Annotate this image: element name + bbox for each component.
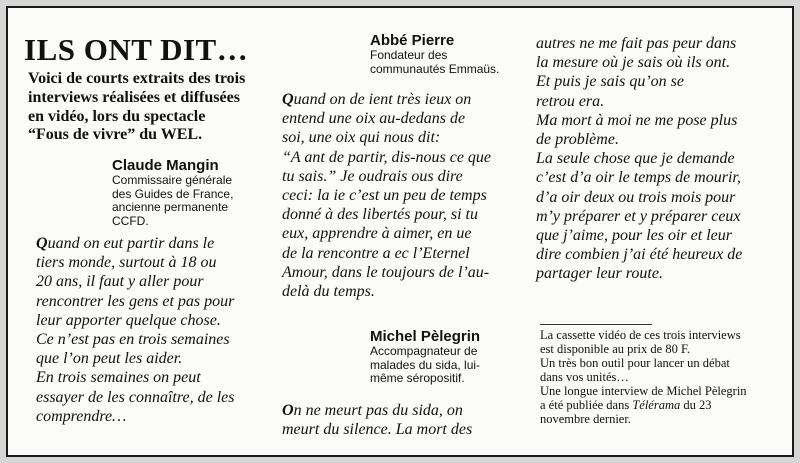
quote-line: que j’aime, pour les oir et leur — [536, 227, 732, 245]
speaker-name: Michel Pèlegrin — [370, 328, 481, 345]
drop-cap: O — [282, 402, 294, 419]
speaker-role-line: malades du sida, lui- — [370, 357, 481, 372]
column-2 — [282, 8, 514, 455]
note-text: du 23 — [680, 398, 712, 412]
note-line: Une longue interview de Michel Pèlegrin — [540, 384, 747, 398]
intro-line: “Fous de vivre” du WEL. — [28, 126, 203, 144]
quote-line: d’a oir deux ou trois mois pour — [536, 188, 736, 206]
note-divider — [540, 324, 652, 325]
article-title: ILS ONT DIT… — [24, 32, 249, 67]
quote-line: leur apporter quelque chose. — [36, 311, 221, 329]
note-line: novembre dernier. — [540, 412, 631, 426]
speaker-role-line: Fondateur des — [370, 48, 448, 62]
quote-claude-mangin — [36, 234, 274, 426]
speaker-name: Abbé Pierre — [370, 32, 455, 49]
drop-cap: Q — [36, 235, 48, 252]
speaker-role-line: même séropositif. — [370, 371, 465, 385]
quote-line: dire combien j’ai été heureux de — [536, 246, 743, 264]
quote-first-text: n ne meurt pas du sida, on — [293, 402, 463, 419]
intro-line: en vidéo, lors du spectacle — [28, 107, 206, 125]
quote-line: Ma mort à moi ne me pose plus — [536, 111, 738, 129]
quote-line: meurt du silence. La mort des — [282, 421, 473, 439]
intro-line: Voici de courts extraits des trois — [28, 70, 246, 87]
quote-line: 20 ans, il faut y aller pour — [36, 273, 204, 291]
speaker-name: Claude Mangin — [112, 157, 219, 174]
quote-line: soi, une oix qui nous dit: — [282, 129, 441, 147]
quote-michel-pelegrin — [282, 401, 514, 439]
quote-line: essayer de les connaître, de les — [36, 388, 235, 406]
quote-line: Et puis je sais qu’on se — [536, 73, 684, 91]
quote-line: retrou era. — [536, 92, 605, 110]
quote-line: partager leur route. — [536, 265, 663, 283]
speaker-header-claude-mangin — [112, 157, 233, 228]
note-line: dans vos unités… — [540, 370, 629, 384]
speaker-role-line: ancienne permanente — [112, 200, 229, 214]
column-1 — [24, 8, 274, 455]
speaker-header-abbe-pierre — [370, 32, 499, 76]
intro-line: interviews réalisées et diffusées — [28, 88, 240, 106]
quote-line: entend une oix au-dedans de — [282, 110, 466, 128]
quote-line: En trois semaines on peut — [36, 369, 201, 387]
quote-line: c’est d’a oir le temps de mourir, — [536, 169, 741, 187]
quote-first-text: uand on eut partir dans le — [47, 235, 215, 252]
speaker-role-line: des Guides de France, — [112, 186, 234, 201]
column-3 — [524, 8, 786, 455]
quote-line: tu sais.” Je oudrais ous dire — [282, 167, 463, 185]
magazine-name: Télérama — [632, 398, 681, 412]
speaker-role-line: Accompagnateur de — [370, 344, 478, 358]
quote-line: de problème. — [536, 131, 619, 149]
speaker-header-michel-pelegrin — [370, 328, 480, 386]
quote-line: rencontrer les gens et pas pour — [36, 292, 235, 310]
quote-line: de la rencontre a ec l’Eternel — [282, 244, 470, 262]
quote-line: Ce n’est pas en trois semaines — [36, 331, 230, 349]
quote-line: La seule chose que je demande — [536, 150, 735, 168]
note-text: a été publiée dans — [540, 398, 633, 412]
quote-line: que l’on peut les aider. — [36, 350, 183, 368]
quote-line: “A ant de partir, dis-nous ce que — [282, 148, 492, 166]
quote-continuation — [536, 34, 786, 284]
note-line: est disponible au prix de 80 F. — [540, 342, 691, 356]
quote-line: delà du temps. — [282, 283, 375, 301]
quote-line: m’y préparer et y préparer ceux — [536, 207, 741, 225]
article-intro — [28, 70, 278, 145]
video-note — [540, 328, 790, 426]
quote-line: autres ne me fait pas peur dans — [536, 35, 737, 52]
speaker-role-line: CCFD. — [112, 213, 149, 228]
quote-line: ceci: la ie c’est un peu de temps — [282, 187, 487, 205]
quote-first-text: uand on de ient très ieux on — [293, 91, 472, 108]
quote-line: la mesure où je sais où ils ont. — [536, 54, 731, 72]
quote-line: Amour, dans le toujours de l’au- — [282, 263, 490, 281]
note-line: Un très bon outil pour lancer un débat — [540, 356, 730, 370]
speaker-role-line: Commissaire générale — [112, 173, 233, 187]
quote-line: comprendre… — [36, 407, 127, 425]
quote-abbe-pierre — [282, 90, 514, 301]
note-line: La cassette vidéo de ces trois interviews — [540, 328, 741, 342]
drop-cap: Q — [282, 91, 294, 108]
quote-line: tiers monde, surtout à 18 ou — [36, 254, 217, 272]
quote-first-line — [282, 90, 514, 109]
quote-first-line — [282, 401, 514, 420]
article-page — [6, 6, 794, 457]
speaker-role-line: communautés Emmaüs. — [370, 61, 500, 76]
quote-line: donné à des libertés pour, si tu — [282, 206, 478, 224]
quote-first-line — [36, 234, 274, 253]
note-line — [540, 398, 790, 412]
quote-line: eux, apprendre à aimer, en ue — [282, 225, 472, 243]
